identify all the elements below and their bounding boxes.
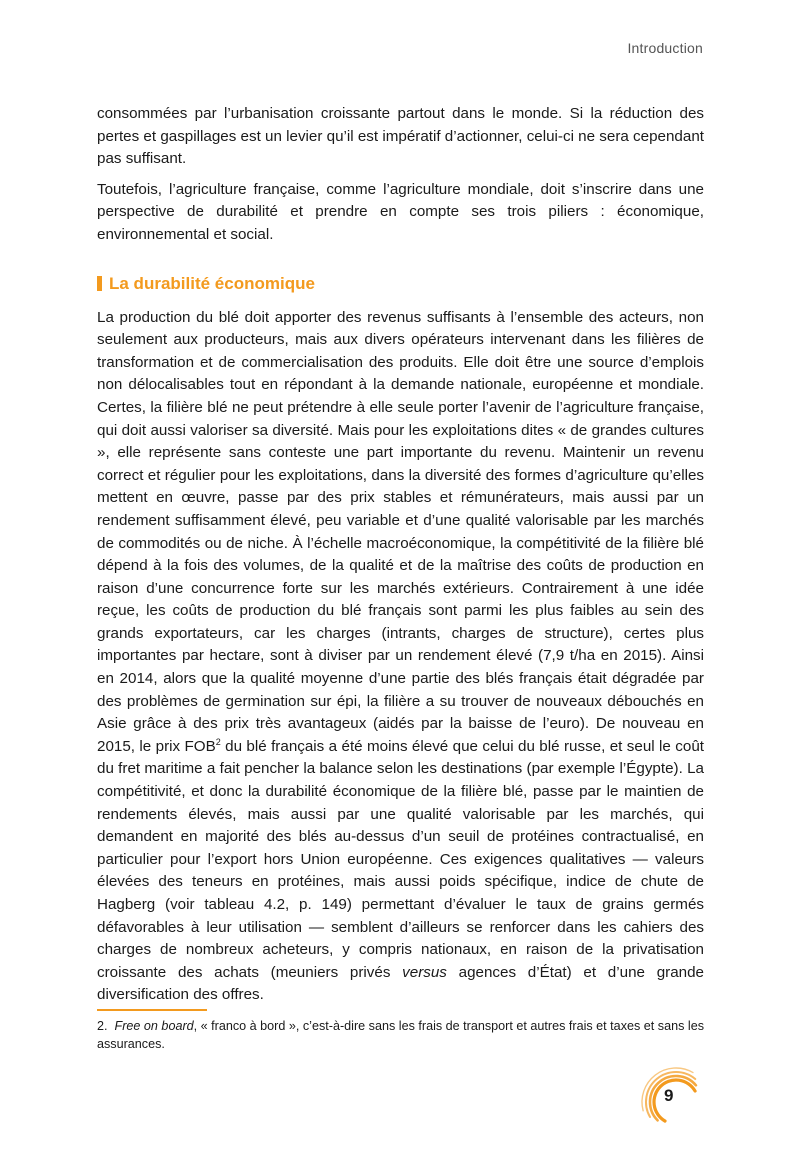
section-text-italic: versus xyxy=(402,963,447,981)
heading-marker-icon xyxy=(97,276,102,291)
footnote-number: 2. xyxy=(97,1019,108,1033)
section-text-part-2: du blé français a été moins élevé que celui du blé russe, et seul le coût du fret maritime a fait pencher la balance selon les destinations (par exemple l’Égypte). La compétitivité, et donc la durabilité économique de la filière blé, passe par le maintien de rendements élevés, mais aussi par une qualité valorisable par les marchés, qui demandent en majorité des blés au-dessus d’un seuil de protéines contractualisé, en particulier pour l’export hors Union européenne. Ces exigences qualitatives — valeurs élevées des teneurs en protéines, mais aussi poids spécifique, indice de chute de Hagberg (voir tableau 4.2, p. 149) permettant d’évaluer le taux de grains germés défavorables à leur utilisation — semblent d’ailleurs se renforcer dans les cahiers des charges de nombreux acheteurs, y compris nationaux, en raison de la privatisation croissante des achats (meuniers privés xyxy=(97,737,704,981)
section-title: La durabilité économique xyxy=(109,273,315,293)
section-heading xyxy=(97,273,704,295)
footnote-italic-term: Free on board xyxy=(114,1019,194,1033)
footnote-text: , « franco à bord », c’est-à-dire sans les frais de transport et autres frais et taxes et sans les assurances. xyxy=(97,1019,704,1051)
ornament-arc xyxy=(654,1080,695,1121)
section-text-part-1: La production du blé doit apporter des revenus suffisants à l’ensemble des acteurs, non seulement aux producteurs, mais aux divers opérateurs intervenant dans les filières de transformation et de commercialisation des produits. Elle doit être une source d’emplois non délocalisables tout en répondant à la demande nationale, européenne et mondiale. Certes, la filière blé ne peut prétendre à elle seule porter l’avenir de l’agriculture française, qui doit aussi valoriser sa diversité. Mais pour les exploitations dites « de grandes cultures », elle représente sans conteste une part importante du revenu. Maintenir un revenu correct et régulier pour les exploitations, dans la diversité des formes d’agriculture qu’elles mettent en œuvre, passe par des prix stables et rémunérateurs, mais aussi par un rendement suffisamment élevé, peu variable et d’une qualité valorisable par les marchés de commodités ou de niche. À l’échelle macroéconomique, la compétitivité de la filière blé dépend à la fois des volumes, de la qualité et de la maîtrise des coûts de production en raison d’une concurrence forte sur les marchés extérieurs. Contrairement à une idée reçue, les coûts de production du blé français sont parmi les plus faibles au sein des grands exportateurs, car les charges (intrants, charges de structure), certes plus importantes par hectare, sont à diviser par un rendement élevé (7,9 t/ha en 2015). Ainsi en 2014, alors que la qualité moyenne d’une partie des blés français était dégradée par des problèmes de germination sur épi, la filière a su trouver de nouveaux débouchés en Asie grâce à des prix très avantageux (aidés par la baisse de l’euro). De nouveau en 2015, le prix FOB xyxy=(97,308,704,755)
intro-paragraph-2: Toutefois, l’agriculture française, comme l’agriculture mondiale, doit s’inscrire dans une perspective de durabilité et prendre en compte ses trois piliers : économique, environnemental et social. xyxy=(97,180,704,243)
intro-paragraph-1: consommées par l’urbanisation croissante partout dans le monde. Si la réduction des pertes et gaspillages est un levier qu’il est impératif d’actionner, celui-ci ne sera cependant pas suffisant. xyxy=(97,105,704,168)
page-number: 9 xyxy=(664,1086,674,1105)
section-text-part-3: agences d’État) et d’une grande diversification des offres. xyxy=(97,963,704,1004)
page-body xyxy=(97,103,704,1015)
footnote xyxy=(97,1018,704,1053)
page-ornament-icon xyxy=(636,1062,716,1142)
footnote-reference: 2 xyxy=(215,736,221,747)
running-header: Introduction xyxy=(627,40,703,56)
footnote-divider xyxy=(97,1009,207,1011)
section-paragraph xyxy=(97,307,704,1007)
